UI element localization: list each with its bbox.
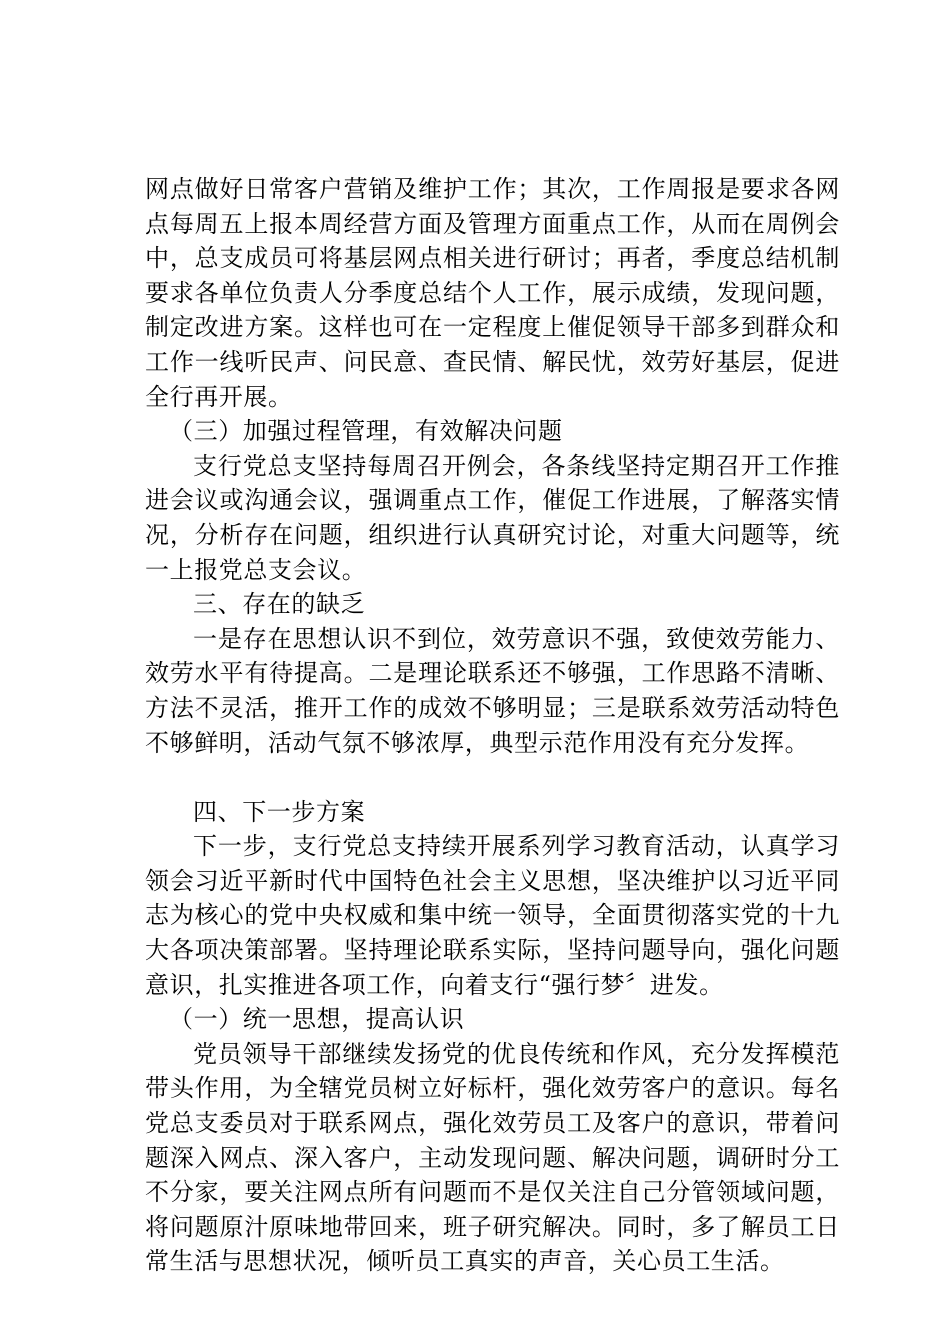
- subheading-strengthen-process: （三）加强过程管理，有效解决问题: [169, 417, 563, 446]
- blank-line: [145, 760, 840, 795]
- paragraph-shortcomings: 一是存在思想认识不到位，效劳意识不强，致使效劳能力、效劳水平有待提高。二是理论联系还不够强，工作思路不清晰、方法不灵活，推开工作的成效不够明显；三是联系效劳活动特色不够鲜明，活动气氛不够浓厚，典型示范作用没有充分发挥。: [145, 624, 840, 757]
- paragraph-next-steps: 下一步，支行党总支持续开展系列学习教育活动，认真学习领会习近平新时代中国特色社会主义思想，坚决维护以习近平同志为核心的党中央权威和集中统一领导，全面贯彻落实党的十九大各项决策部署。坚持理论联系实际，坚持问题导向，强化问题意识，扎实推进各项工作，向着支行“强行梦〞进发。: [145, 832, 840, 999]
- paragraph-leadership: 党员领导干部继续发扬党的优良传统和作风，充分发挥模范带头作用，为全辖党员树立好标杆，强化效劳客户的意识。每名党总支委员对于联系网点，强化效劳员工及客户的意识，带着问题深入网点、深入客户，主动发现问题、解决问题，调研时分工不分家，要关注网点所有问题而不是仅关注自己分管领域问题，将问题原汁原味地带回来，班子研究解决。同时，多了解员工日常生活与思想状况，倾听员工真实的声音，关心员工生活。: [145, 1039, 840, 1276]
- paragraph-continued: 网点做好日常客户营销及维护工作；其次，工作周报是要求各网点每周五上报本周经营方面及管理方面重点工作，从而在周例会中，总支成员可将基层网点相关进行研讨；再者，季度总结机制要求各单位负责人分季度总结个人工作，展示成绩，发现问题，制定改进方案。这样也可在一定程度上催促领导干部多到群众和工作一线听民声、问民意、查民情、解民忧，效劳好基层，促进全行再开展。: [145, 175, 840, 411]
- paragraph-weekly-meetings: 支行党总支坚持每周召开例会，各条线坚持定期召开工作推进会议或沟通会议，强调重点工作，催促工作进展，了解落实情况，分析存在问题，组织进行认真研究讨论，对重大问题等，统一上报党总支会议。: [145, 451, 840, 584]
- heading-next-steps: 四、下一步方案: [193, 797, 366, 826]
- heading-shortcomings: 三、存在的缺乏: [193, 590, 366, 619]
- document-body: [145, 172, 840, 1279]
- subheading-unify-thinking: （一）统一思想，提高认识: [169, 1005, 465, 1034]
